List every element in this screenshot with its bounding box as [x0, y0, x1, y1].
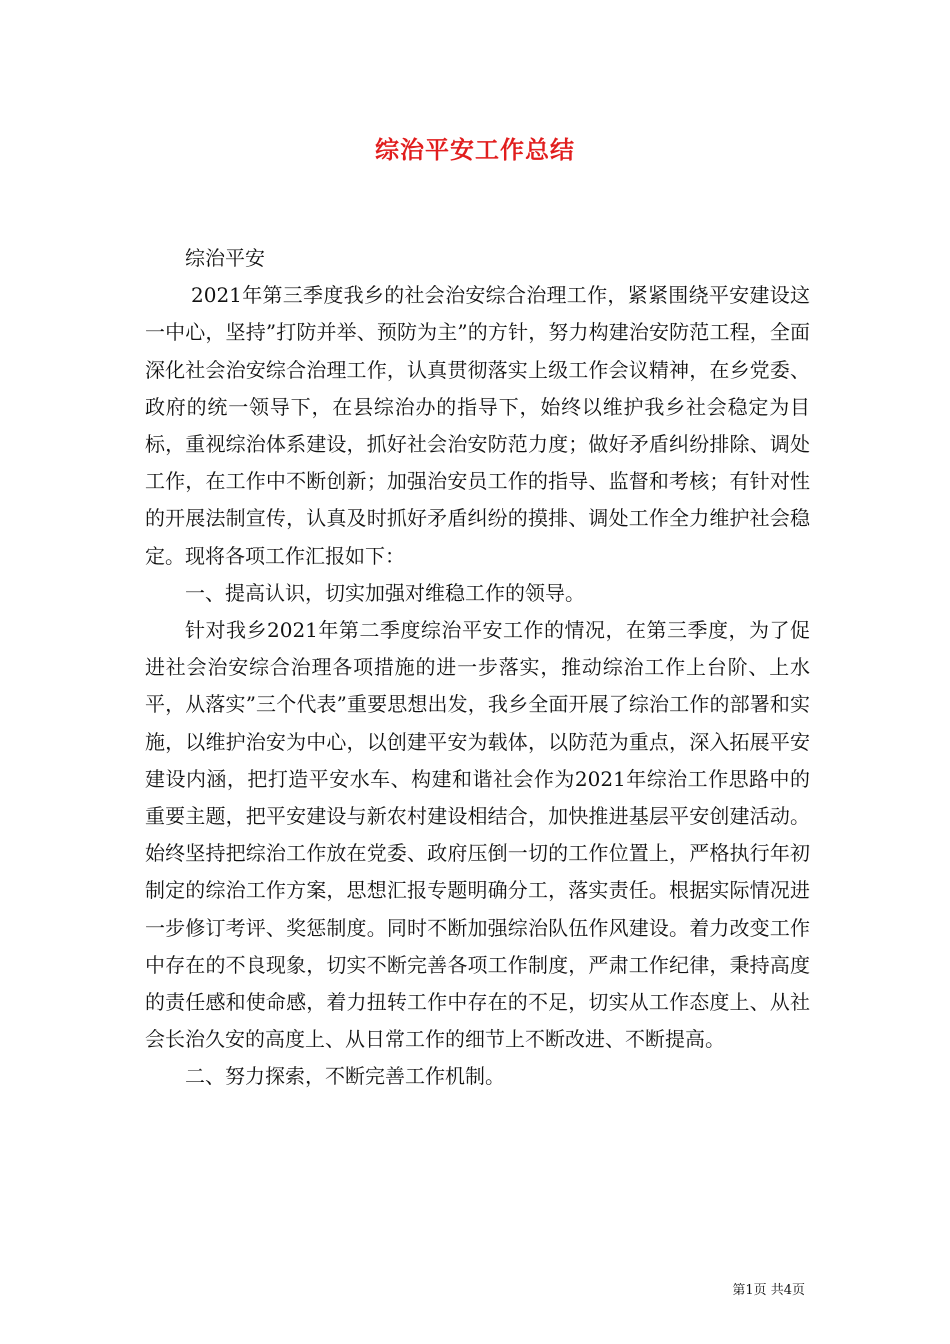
document-body — [145, 240, 810, 1096]
paragraph-intro: 2021年第三季度我乡的社会治安综合治理工作，紧紧围绕平安建设这一中心，坚持”打防并举、预防为主”的方针，努力构建治安防范工程，全面深化社会治安综合治理工作，认真贯彻落实上级工作会议精神，在乡党委、政府的统一领导下，在县综治办的指导下，始终以维护我乡社会稳定为目标，重视综治体系建设，抓好社会治安防范力度；做好矛盾纠纷排除、调处工作，在工作中不断创新；加强治安员工作的指导、监督和考核；有针对性的开展法制宣传，认真及时抓好矛盾纠纷的摸排、调处工作全力维护社会稳定。现将各项工作汇报如下： — [145, 283, 810, 568]
page-number: 第1页 共4页 — [732, 1283, 805, 1298]
paragraph-section-1: 针对我乡2021年第二季度综治平安工作的情况，在第三季度，为了促进社会治安综合治理各项措施的进一步落实，推动综治工作上台阶、上水平，从落实”三个代表”重要思想出发，我乡全面开展了综治工作的部署和实施，以维护治安为中心，以创建平安为载体，以防范为重点，深入拓展平安建设内涵，把打造平安水车、构建和谐社会作为2021年综治工作思路中的重要主题，把平安建设与新农村建设相结合，加快推进基层平安创建活动。始终坚持把综治工作放在党委、政府压倒一切的工作位置上，严格执行年初制定的综治工作方案，思想汇报专题明确分工，落实责任。根据实际情况进一步修订考评、奖惩制度。同时不断加强综治队伍作风建设。着力改变工作中存在的不良现象，切实不断完善各项工作制度，严肃工作纪律，秉持高度的责任感和使命感，着力扭转工作中存在的不足，切实从工作态度上、从社会长治久安的高度上、从日常工作的细节上不断改进、不断提高。 — [145, 618, 810, 1052]
document-title: 综治平安工作总结 — [375, 136, 575, 164]
paragraph-heading: 综治平安 — [185, 246, 265, 270]
section-heading-2: 二、努力探索，不断完善工作机制。 — [185, 1064, 505, 1089]
section-heading-1: 一、提高认识，切实加强对维稳工作的领导。 — [185, 580, 585, 605]
